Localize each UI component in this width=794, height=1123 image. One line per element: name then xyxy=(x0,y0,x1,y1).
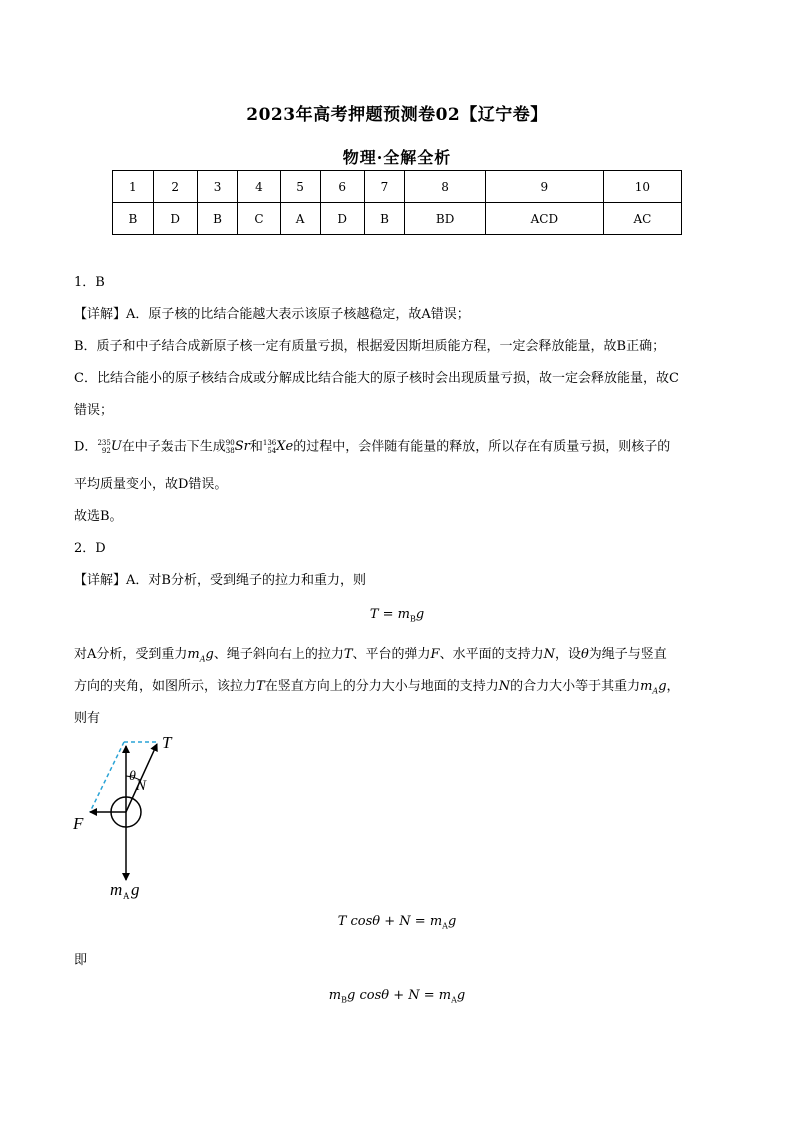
q2-heading: 2．D xyxy=(74,541,106,556)
table-cell: B xyxy=(364,203,405,235)
text-span: ， xyxy=(666,679,680,694)
page-subtitle: 物理·全解全析 xyxy=(342,148,452,167)
q2-ji: 即 xyxy=(74,953,88,968)
table-cell: 1 xyxy=(113,171,154,203)
table-cell: AC xyxy=(603,203,681,235)
eq-subscript: B xyxy=(341,995,348,1005)
table-cell: BD xyxy=(405,203,486,235)
answer-table xyxy=(112,170,682,235)
q2-paragraph-line3: 则有 xyxy=(74,711,101,726)
table-cell: 3 xyxy=(197,171,238,203)
table-cell: 2 xyxy=(153,171,197,203)
uranium-symbol: U xyxy=(110,439,122,454)
table-cell: B xyxy=(113,203,154,235)
uranium-charge-number: 92 xyxy=(101,446,111,455)
symbol: N xyxy=(498,679,511,694)
force-diagram xyxy=(60,730,200,900)
xenon-mass-number: 136 xyxy=(262,438,277,447)
label-N: N xyxy=(136,778,147,794)
q1-option-c-line2: 错误； xyxy=(74,403,114,418)
symbol: T xyxy=(343,647,353,662)
text-span: 方向的夹角，如图所示，该拉力 xyxy=(74,679,257,694)
text-span: D． xyxy=(74,439,98,455)
eq-subscript: A xyxy=(442,921,448,931)
q1-heading: 1．B xyxy=(74,275,105,290)
table-cell: 10 xyxy=(603,171,681,203)
equation-3 xyxy=(0,988,794,1005)
table-cell: B xyxy=(197,203,238,235)
text-span: 对A分析，受到重力 xyxy=(74,647,188,662)
answer-table-answer-row xyxy=(113,203,682,235)
equation-1 xyxy=(0,607,794,624)
uranium-mass-number: 235 xyxy=(97,438,111,447)
eq-text: g xyxy=(415,607,425,622)
eq-text: g cosθ + N = m xyxy=(347,988,452,1003)
table-cell: 7 xyxy=(364,171,405,203)
text-span: 在中子轰击下生成 xyxy=(121,439,226,455)
q1-option-a: 【详解】A．原子核的比结合能越大表示该原子核越稳定，故A错误； xyxy=(74,307,470,322)
strontium-nuclide xyxy=(226,438,250,456)
table-cell: D xyxy=(153,203,197,235)
eq-text: T = m xyxy=(369,607,410,622)
symbol: g xyxy=(658,679,667,694)
symbol: g xyxy=(205,647,214,662)
xenon-symbol: Xe xyxy=(276,439,294,454)
eq-text: g xyxy=(447,914,457,929)
q2-paragraph-line1 xyxy=(74,646,667,669)
eq-subscript: B xyxy=(409,614,416,624)
q1-option-c-line1: C．比结合能小的原子核结合成或分解成比结合能大的原子核时会出现质量亏损，故一定会释放能量，故C xyxy=(74,371,679,386)
table-cell: 8 xyxy=(405,171,486,203)
table-cell: 9 xyxy=(485,171,603,203)
symbol: θ xyxy=(580,647,589,662)
dashed-line xyxy=(90,742,124,812)
text-span: 和 xyxy=(249,439,263,455)
text-span: 的过程中，会伴随有能量的释放，所以存在有质量亏损，则核子的 xyxy=(293,439,671,455)
table-cell: ACD xyxy=(485,203,603,235)
symbol: m xyxy=(187,647,200,662)
table-cell: C xyxy=(238,203,280,235)
q2-paragraph-line2 xyxy=(74,678,680,701)
label-theta: θ xyxy=(129,769,136,784)
strontium-mass-number: 90 xyxy=(225,438,235,447)
label-F: F xyxy=(73,814,84,833)
eq-text: m xyxy=(328,988,342,1003)
xenon-charge-number: 54 xyxy=(267,446,277,455)
text-span: 、绳子斜向右上的拉力 xyxy=(213,647,344,662)
answer-table-number-row xyxy=(113,171,682,203)
symbol: T xyxy=(256,679,265,694)
label-m-subscript: A xyxy=(123,891,130,900)
text-span: 、平台的弹力 xyxy=(352,647,431,662)
symbol-subscript: A xyxy=(199,654,206,664)
strontium-symbol: Sr xyxy=(234,439,250,454)
strontium-charge-number: 38 xyxy=(225,446,235,455)
q1-option-d-line1 xyxy=(74,438,670,457)
symbol: N xyxy=(543,647,555,662)
q2-option-a: 【详解】A．对B分析，受到绳子的拉力和重力，则 xyxy=(74,573,366,588)
text-span: 的合力大小等于其重力 xyxy=(510,679,641,694)
symbol: m xyxy=(640,679,653,694)
equation-2 xyxy=(0,914,794,931)
text-span: 、水平面的支持力 xyxy=(439,647,544,662)
eq-text: g xyxy=(456,988,466,1003)
page-title: 2023年高考押题预测卷02【辽宁卷】 xyxy=(246,105,548,125)
text-span: 为绳子与竖直 xyxy=(588,647,667,662)
xenon-nuclide xyxy=(263,438,293,456)
table-cell: 5 xyxy=(280,171,320,203)
table-cell: 4 xyxy=(238,171,280,203)
eq-text: T cosθ + N = m xyxy=(337,914,443,929)
symbol-subscript: A xyxy=(652,686,659,696)
q1-conclusion: 故选B。 xyxy=(74,509,123,524)
label-g: g xyxy=(131,880,140,899)
label-m: m xyxy=(110,880,123,899)
table-cell: D xyxy=(320,203,364,235)
uranium-nuclide xyxy=(97,438,121,456)
text-span: ，设 xyxy=(554,647,581,662)
symbol: F xyxy=(430,647,440,662)
q1-option-d-line2: 平均质量变小，故D错误。 xyxy=(74,477,228,492)
eq-subscript: A xyxy=(451,995,457,1005)
text-span: 在竖直方向上的分力大小与地面的支持力 xyxy=(264,679,499,694)
q1-option-b: B．质子和中子结合成新原子核一定有质量亏损，根据爱因斯坦质能方程，一定会释放能量，故B正确； xyxy=(74,339,666,354)
label-T: T xyxy=(162,733,172,752)
table-cell: 6 xyxy=(320,171,364,203)
table-cell: A xyxy=(280,203,320,235)
